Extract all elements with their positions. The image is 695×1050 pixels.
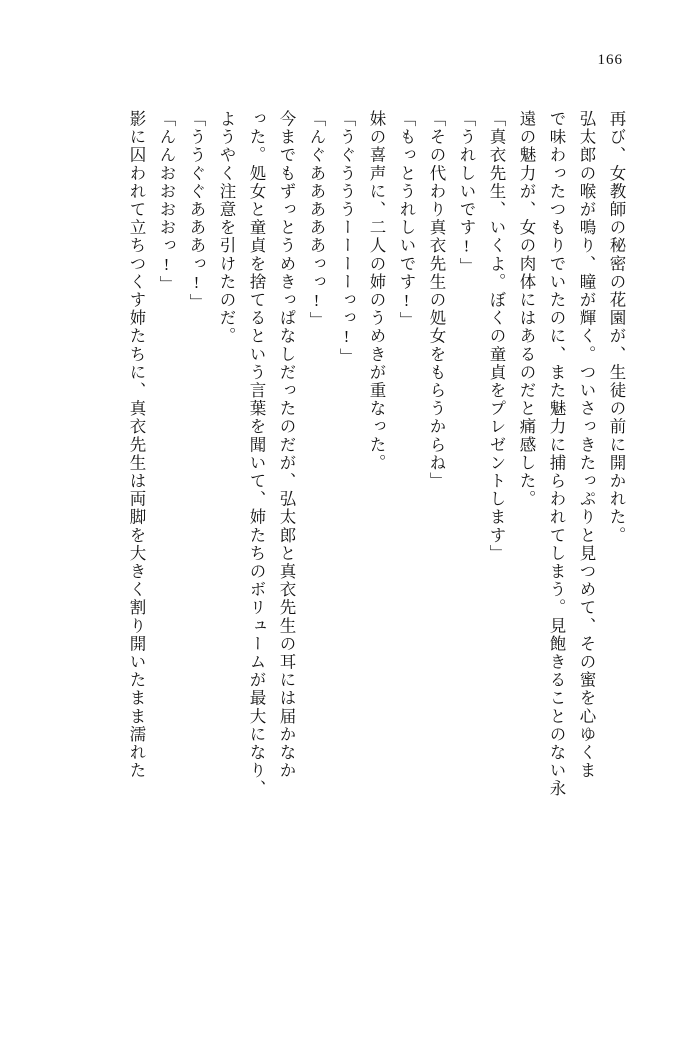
text-line: で味わったつもりでいたのに、また魅力に捕らわれてしまう。見飽きることのない永: [547, 110, 566, 798]
text-line: った。処女と童貞を捨てるという言葉を聞いて、姉たちのボリュームが最大になり、: [247, 110, 266, 798]
text-line: 「その代わり真衣先生の処女をもらうからね」: [427, 110, 446, 491]
text-line: 遠の魅力が、女の肉体にはあるのだと痛感した。: [517, 110, 536, 509]
text-line: 弘太郎の喉が鳴り、瞳が輝く。ついさっきたっぷりと見つめて、その蜜を心ゆくま: [577, 110, 596, 780]
text-line: 「うれしいです!」: [457, 110, 476, 276]
text-line: 妹の喜声に、二人の姉のうめきが重なった。: [367, 110, 386, 472]
text-line: 再び、女教師の秘密の花園が、生徒の前に開かれた。: [607, 110, 626, 545]
text-line: 「もっとうれしいです!」: [397, 110, 416, 330]
text-line: 影に囚われて立ちつくす姉たちに、真衣先生は両脚を大きく割り開いたまま濡れた: [127, 110, 146, 780]
text-line: 「んんおおおおっ!」: [157, 110, 176, 294]
text-line: 今までもずっとうめきっぱなしだったのだが、弘太郎と真衣先生の耳には届かなか: [277, 110, 296, 780]
vertical-body-text: [56, 110, 631, 960]
text-line: 「んぐあああああっっ!」: [307, 110, 326, 330]
text-line: ようやく注意を引けたのだ。: [217, 110, 236, 346]
page-number: 166: [597, 52, 623, 68]
text-line: 「うぐうううーーーーっっ!」: [337, 110, 356, 366]
text-line: 「真衣先生、いくよ。ぼくの童貞をプレゼントします」: [487, 110, 506, 563]
text-line: 「ううぐぐあああっ!」: [187, 110, 206, 312]
